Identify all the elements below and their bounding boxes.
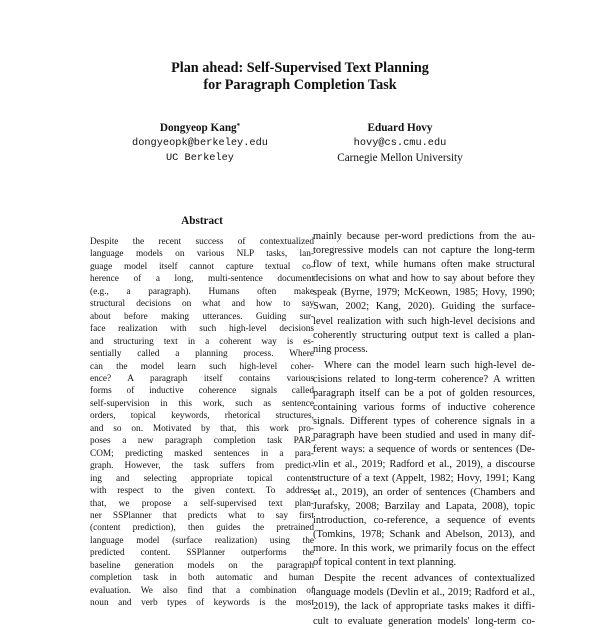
text-line: more. In this work, we primarily focus on the effect — [313, 543, 535, 555]
author-affiliation: UC Berkeley — [166, 152, 234, 164]
text-line: of topical content in text planning. — [313, 557, 457, 569]
author-email: dongyeopk@berkeley.edu — [132, 137, 268, 149]
paragraph-1 — [313, 230, 535, 357]
author-affiliation: Carnegie Mellon University — [337, 152, 463, 164]
text-line: self-supervision in this work, such as sentence — [90, 398, 314, 409]
text-line: predicted content. SSPlanner outperforms the — [90, 548, 314, 559]
text-line: (Tomkins, 1978; Schank and Abelson, 2013), and — [313, 528, 535, 540]
text-line: (content prediction), then guides the pretrained — [90, 523, 314, 534]
text-line: orders, topical keywords, rhetorical structures, — [90, 411, 314, 422]
author-footnote-marker: * — [236, 122, 241, 130]
text-line: herence of a long, multi-sentence document — [90, 274, 314, 285]
author-block-1 — [100, 121, 300, 166]
text-line: et al., 2019), an order of sentences (Chambers and — [313, 486, 535, 498]
text-line: poses a new paragraph completion task PAR- — [90, 436, 314, 447]
paragraph-2 — [313, 359, 535, 570]
abstract-heading: Abstract — [181, 215, 223, 227]
text-line: cult to evaluate generation models' long-term co- — [313, 615, 535, 627]
text-line: paragraph itself can be a pot of golden resources, — [313, 388, 535, 400]
paragraph-3 — [313, 572, 535, 628]
text-line: language models (Devlin et al., 2019; Radford et al., — [313, 587, 535, 599]
text-line: ence? A paragraph itself contains various — [90, 373, 314, 384]
text-line: ner SSPlanner that predicts what to say first — [90, 510, 314, 521]
title-line-1: Plan ahead: Self-Supervised Text Planning — [171, 60, 429, 76]
text-line: language models on various NLP tasks, lan- — [90, 249, 314, 260]
text-line: and structuring text in a coherent way is es- — [90, 336, 314, 347]
text-line: structural decisions on what and how to say — [90, 299, 314, 310]
text-line: signals. Different types of coherence signals in a — [313, 416, 535, 428]
text-line: sentially called a planning process. Where — [90, 349, 314, 360]
text-line: can the model learn such high-level coher- — [90, 361, 314, 372]
text-line: introduction, co-reference, a sequence of events — [313, 514, 535, 526]
text-line: ning process. — [313, 343, 368, 355]
text-line: that, we propose a self-supervised text plan- — [90, 498, 314, 509]
text-line: ing and selecting appropriate topical content — [90, 473, 314, 484]
text-line: Where can the model learn such high-level de- — [324, 359, 535, 371]
paper-title — [0, 60, 600, 94]
text-line: vlin et al., 2019; Radford et al., 2019), a discourse — [313, 458, 535, 470]
text-line: noun and verb types of keywords is the most — [90, 598, 314, 609]
text-line: paragraph have been studied and used in many dif- — [313, 430, 535, 442]
text-line: decisions on what and how to say about before they — [313, 273, 535, 285]
text-line: (e.g., a paragraph). Humans often make — [90, 286, 314, 297]
text-line: level realization with such high-level decisions and — [313, 315, 535, 327]
text-line: face realization with such high-level decisions — [90, 324, 314, 335]
text-line: evaluation. We also find that a combination of — [90, 585, 314, 596]
text-line: Swan, 2002; Kang, 2020). Guiding the surface- — [313, 301, 535, 313]
text-line: graph. However, the task suffers from predict- — [90, 461, 314, 472]
text-line: flow of text, while humans often make structural — [313, 259, 535, 271]
text-line: speak (Byrne, 1979; McKeown, 1985; Hovy, 1990; — [313, 287, 535, 299]
text-line: cisions related to long-term coherence? A written — [313, 373, 535, 385]
author-email: hovy@cs.cmu.edu — [353, 137, 447, 149]
author-name: Eduard Hovy — [367, 122, 433, 134]
text-line: containing various forms of inductive coherence — [313, 402, 535, 414]
text-line: COM; predicting masked sentences in a para- — [90, 448, 314, 459]
text-line: completion task in both automatic and human — [90, 573, 314, 584]
author-block-2 — [300, 121, 500, 166]
text-line: guage model itself cannot capture textual co- — [90, 261, 314, 272]
title-line-2: for Paragraph Completion Task — [203, 77, 397, 93]
abstract-body — [90, 236, 314, 610]
text-line: structure of a text (Appelt, 1982; Hovy, 1991; Kang — [313, 472, 535, 484]
text-line: toregressive models can not capture the long-term — [313, 245, 535, 257]
text-line: baseline generation models on the paragraph — [90, 560, 314, 571]
text-line: language model (surface realization) using the — [90, 535, 314, 546]
text-line: coherently structuring output text is called a plan- — [313, 329, 535, 341]
text-line: Despite the recent advances of contextualized — [324, 573, 535, 585]
text-line: with respect to the given context. To address — [90, 486, 314, 497]
text-line: 2019), the lack of appropriate tasks makes it diffi- — [313, 601, 535, 613]
text-line: Despite the recent success of contextualized — [90, 237, 314, 247]
text-line: mainly because per-word predictions from the au- — [313, 231, 535, 242]
author-name: Dongyeop Kang — [159, 122, 237, 134]
text-line: Jurafsky, 2008; Barzilay and Lapata, 2008), topic — [313, 500, 535, 512]
text-line: ferent ways: a sequence of words or sentences (De- — [313, 444, 535, 456]
text-line: and so on. Motivated by that, this work pro- — [90, 423, 314, 434]
text-line: forms of inductive coherence signals called — [90, 386, 314, 397]
right-column-body — [313, 230, 535, 629]
text-line: about before making utterances. Guiding sur- — [90, 311, 314, 322]
